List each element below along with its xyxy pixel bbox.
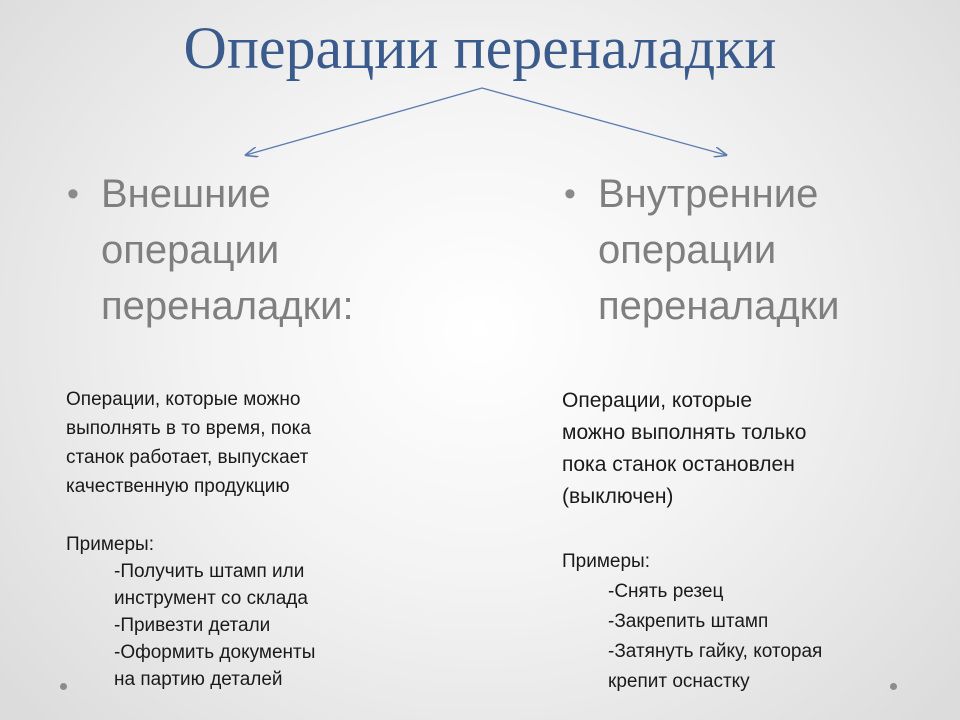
description-line: можно выполнять только [562, 421, 807, 444]
example-item: -Затянуть гайку, которая [608, 641, 823, 662]
examples-label: Примеры: [562, 551, 650, 572]
heading-line: переналадки: [101, 284, 354, 328]
corner-dot-right [890, 683, 897, 690]
description-line: пока станок остановлен [562, 453, 795, 476]
external-operations-heading [67, 166, 481, 334]
description-line: станок работает, выпускает [66, 447, 309, 468]
heading-line: операции [598, 228, 777, 272]
description-line: Операции, которые [562, 389, 753, 412]
arrow-left [246, 88, 482, 155]
example-item: крепит оснастку [608, 671, 750, 692]
description-line: качественную продукцию [66, 476, 290, 497]
bullet-dot: • [67, 175, 79, 213]
internal-operations-heading [564, 166, 938, 334]
bullet-dot: • [564, 175, 576, 213]
example-item: -Закрепить штамп [608, 611, 769, 632]
heading-line: Внутренние [598, 172, 819, 216]
internal-examples [562, 547, 822, 697]
heading-line: операции [101, 228, 280, 272]
description-line: Операции, которые можно [66, 389, 301, 410]
internal-description [562, 385, 902, 513]
slide-title: Операции переналадки [183, 15, 777, 81]
examples-label: Примеры: [66, 534, 154, 555]
example-item: -Получить штамп или [114, 561, 305, 582]
external-examples [66, 531, 315, 693]
heading-line: переналадки [598, 284, 840, 328]
example-item: на партию деталей [114, 669, 283, 690]
example-item: инструмент со склада [114, 588, 308, 609]
description-line: выполнять в то время, пока [66, 418, 311, 439]
example-item: -Привезти детали [114, 615, 271, 636]
corner-dot-left [60, 683, 67, 690]
external-description [66, 385, 406, 501]
example-item: -Оформить документы [114, 642, 316, 663]
description-line: (выключен) [562, 485, 674, 508]
heading-line: Внешние [101, 172, 271, 216]
example-item: -Снять резец [608, 581, 724, 602]
arrow-right [482, 88, 726, 155]
